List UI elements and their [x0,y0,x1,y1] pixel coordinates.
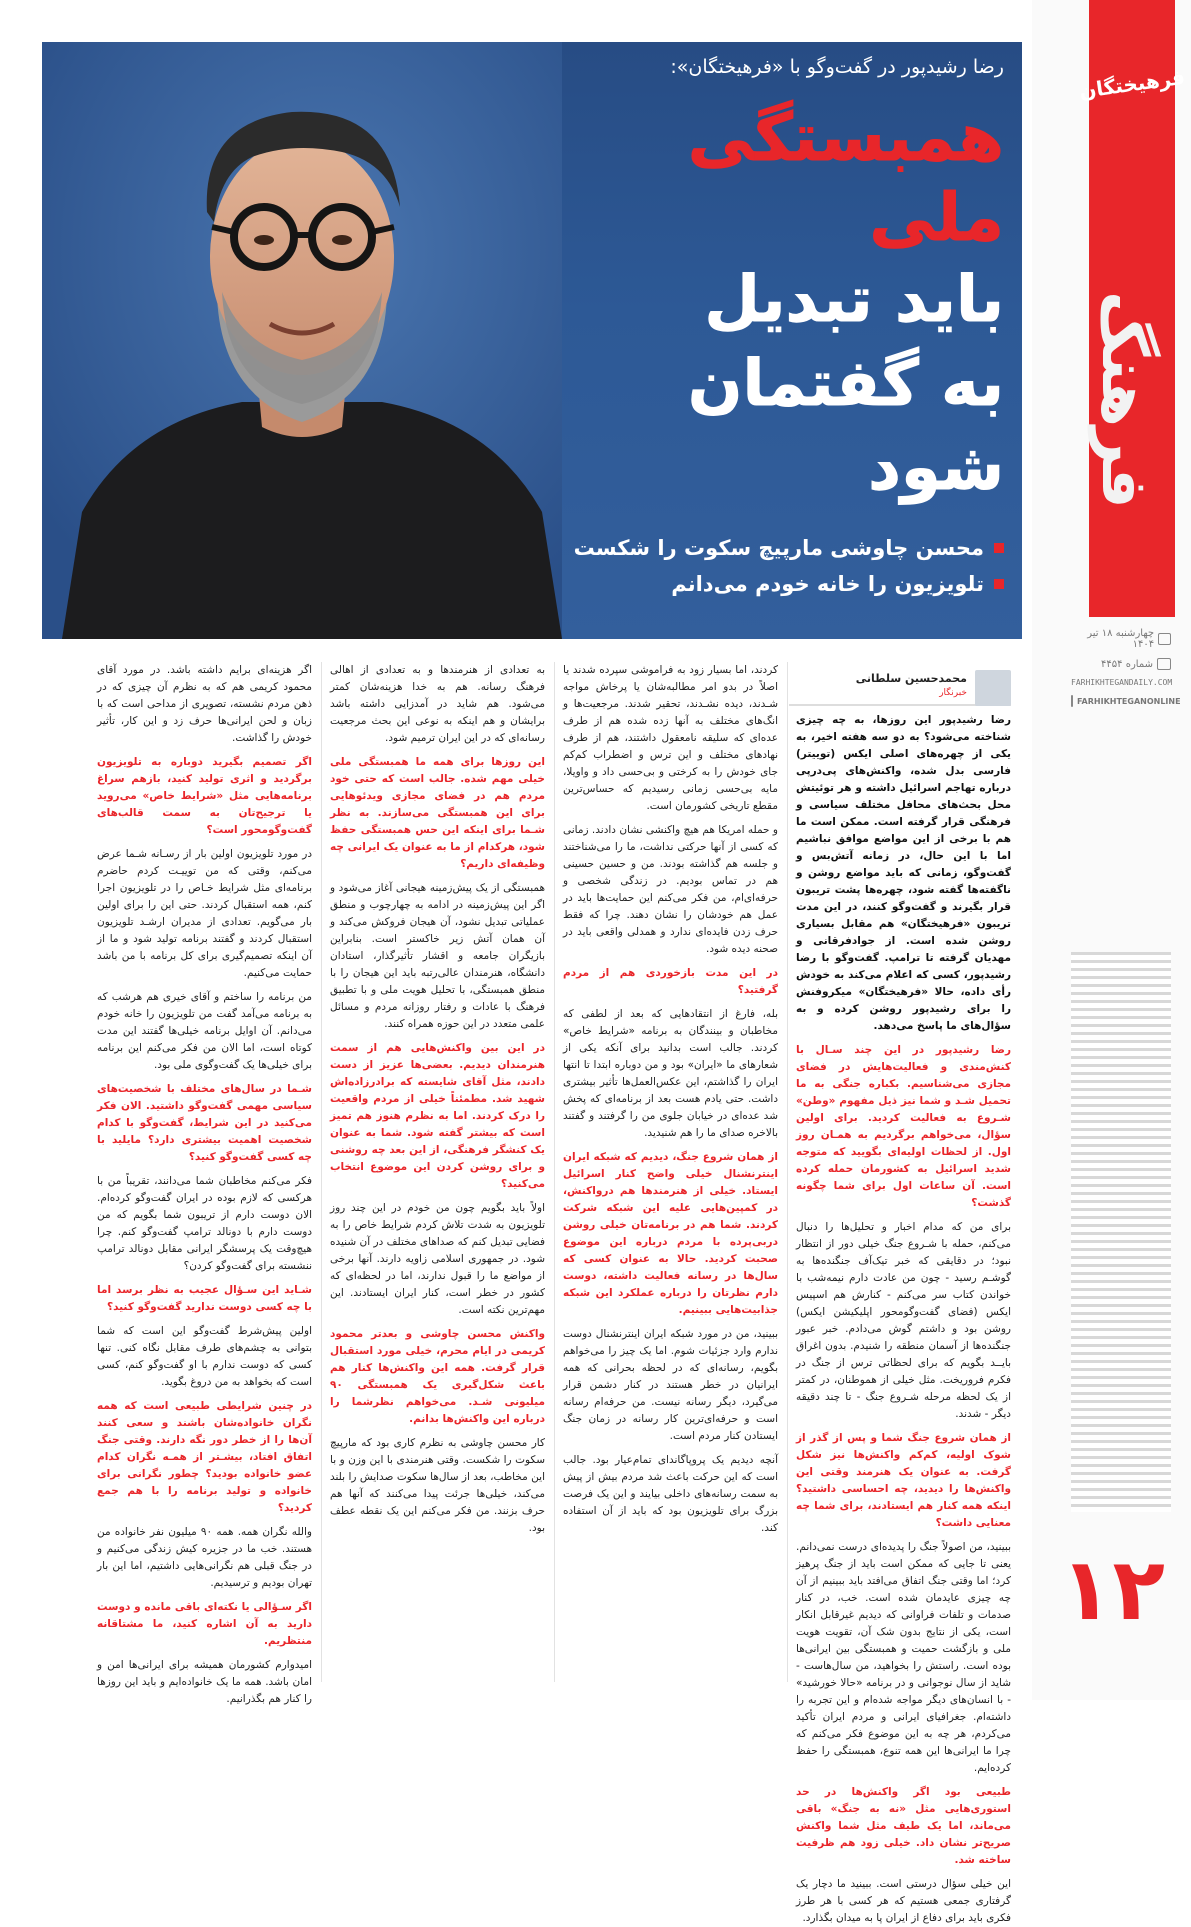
interview-question: اگر تصمیم بگیرید دوباره به تلویزیون برگردید و اثری تولید کنید، بازهم سراغ برنامه‌هایی مثل «شرایط خاص» می‌روید یا ترجیح‌تان به سمت قالب‌های گفت‌وگو‌محور است؟ [97,756,312,836]
bullet-square-icon [994,543,1004,553]
article-paragraph: به تعدادی از هنرمندها و به تعدادی از اهالی فرهنگ رسانه. هم به خدا هزینه‌شان کمتر می‌شود. هم شاید در آمدزایی داشته باشد برایشان و هم اینکه به نوعی این بحث مرجعیت رسانه‌ای که در این ایران ترمیم شود. [330,664,545,744]
article-paragraph: اولاً باید بگویم چون من خودم در این چند روز تلویزیون به شدت تلاش کردم شرایط خاص را به فضایی تبدیل کنم که صداهای مختلف در آن شنیده شود. در جمهوری اسلامی زاویه دارند. آنها برخی از مواضع ما را قبول ندارند، اما در لحظه‌ای که کشور در خطر است، کنار ایران ایستادند. این مهم‌ترین نکته است. [330,1202,545,1316]
highlight-bullets [544,536,1004,596]
interview-question: این روزها برای همه ما همبستگی ملی خیلی مهم شده. جالب است که حتی خود مردم هم در فضای مجازی ویدئوهایی برای این همبستگی می‌سازند. به نظر شـما برای اینکه این حس همبستگی حفظ شود، هرکدام از ما به عنوان یک ایرانی چه وظیفه‌ای داریم؟ [330,756,545,870]
issue-number: شماره ۴۴۵۴ [1101,658,1153,670]
article-paragraph: ببینید، من در مورد شبکه ایران اینترنشنال دوست ندارم وارد جزئیات شوم. اما یک چیز را می‌خواهم بگویم، رسانه‌ای که در لحظه بحرانی که همه ایرانیان در خطر هستند در کنار دشمن قرار می‌گیرد، دیگر رسانه نیست. من حرفه‌ام رسانه است و حرفه‌ای‌ترین کار رسانه در زمان جنگ ایستادن کنار مردم است. [563,1328,778,1442]
author-role: خبرنگار [939,688,967,698]
article-paragraph: من برنامه را ساختم و آقای خیری هم هرشب که به برنامه می‌آمد گفت من تلویزیون را خانه خودم می‌دانم. آن اوایل برنامه خیلی‌ها گفتند این مدت کوتاه است، اما الان من فکر می‌کنم این برنامه برای خیلی‌ها یک گفت‌وگوی ملی بود. [97,991,312,1071]
portrait-illustration [42,42,562,639]
hero-text [544,56,1004,608]
issue-date: چهارشنبه ۱۸ تیر ۱۴۰۴ [1087,628,1155,650]
newspaper-logo: فرهیختگان [1077,64,1187,104]
interview-question: از همان شروع جنگ، دیدیم که شبکه ایران اینترنشنال خیلی واضح کنار اسرائیل ایستاد. خیلی از هنرمندها هم درواکنش، در کمپین‌هایی علیه این شبکه شرکت کردند. شما هم در برنامه‌تان خیلی روشن دربی‌پرده با مردم درباره این موضوع صحبت کردید. حالا به عنوان کسی که سال‌ها در رسانه فعالیت داشته، دوست دارم نظرتان را درباره عملکرد این شبکه جذابیت‌هایی ببینیم. [563,1151,778,1316]
bullet-text: محسن چاوشی مارپیچ سکوت را شکست [573,536,984,560]
highlight-bullet [544,572,1004,596]
author-byline [789,670,1011,706]
column-divider [554,662,555,1682]
article-paragraph: این خیلی سؤال درستی است. ببینید ما دچار یک گرفتاری جمعی هستیم که هر کسی با هر طرز فکری باید برای دفاع از ایران پا به میدان بگذارد. [796,1878,1011,1924]
interview-question: در چنین شرایطی طبیعی است که همه نگران خانواده‌شان باشند و سعی کنند آن‌ها را از خطر دور نگه دارند. وقتی جنگ اتفاق افتاد، بیشـتر از همـه نگران کدام عضو خانواده بودید؟ چطور نگرانی برای خانواده و تولید برنامه را با هم جمع کردید؟ [97,1400,312,1514]
article-paragraph: ببینید، من اصولاً جنگ را پدیده‌ای درست نمی‌دانم. یعنی تا جایی که ممکن است باید از جنگ پرهیز کرد؛ اما وقتی جنگ اتفاق می‌افتد باید ببینیم از آن چه چیزی عایدمان شده است. خب، در کنار صدمات و تلفات فراوانی که دیدیم غیرقابل انکار است، یکی از نتایج بدون شک آن، تقویت هویت ملی و بازگشت حمیت و همبستگی بین ایرانی‌ها بوده است. راستش را بخواهید، من سال‌هاست - شاید از سال نوجوانی و در برنامه «حالا خورشید» - با انسان‌های دیگر مواجه شده‌ام و این تجربه را داشته‌ام. جغرافیای ایرانی و مردم ایران تأکید می‌کردم، هر چه به این موضوع فکر می‌کنم که چرا ما ایرانی‌ها این همه تنوع، همبستگی را حفظ کرده‌ایم. [796,1541,1011,1774]
hero-banner [42,42,1022,639]
headline-line-2: باید تبدیل [704,263,1004,337]
article-paragraph: در مورد تلویزیون اولین بار از رسـانه شـما عرض می‌کنم، وقتی که من توییـت کردم حاضرم برنامه‌ای مثل شرایط خـاص را در تلویزیون اجرا کنم، همه استقبال کردند. حتی این را برای اولین بار می‌گویم. تعدادی از مدیران ارشـد تلویزیون استقبال کردند و گفتند برنامه تولید شود و ما از آن اینکه تصمیم‌گیری برای کل برنامه با من باشد حمایت می‌کنیم. [97,848,312,979]
date-row [1071,628,1171,650]
interview-question: شـما در سال‌های مختلف با شخصیت‌های سیاسی مهمی گفت‌وگو داشتید. الان فکر می‌کنید در این شرایط، گفت‌وگو با کدام شخصیت اهمیت بیشتری دارد؟ مایلید با چه کسی گفت‌وگو کنید؟ [97,1083,312,1163]
newspaper-icon [1157,658,1171,670]
article-paragraph: امیدوارم کشورمان همیشه برای ایرانی‌ها امن و امان باشد. همه ما یک خانواده‌ایم و باید این روزها را کنار هم بگذرانیم. [97,1659,312,1705]
article-lead: رضا رشیدپور این روزها، به چه چیزی شناخته می‌شود؟ به دو سه هفته اخیر، به یکی از چهره‌های اصلی ایکس (توییتر) فارسی بدل شده، واکنش‌های پی‌درپی درباره تهاجم اسرائیل داشته و هر توئیتش محل بحث‌های محافل مختلف سیاسی و فرهنگی قرار گرفته است. ممکن است ما هم با برخی از این مواضع موافق نباشیم اما با این حال، در زمانه آتش‌بس و گفت‌وگو، زمانی که باید مواضع روشن و ناگفته‌ها گفته شود، چهره‌ها پشت تریبون قرار بگیرند و گفت‌وگو کنند، در این مدت تریبون «فرهیختگان» هم مقابل بسیاری روشن شده است. از جوادفرقانی و مهدیان گرفته تا ترامپ. گفت‌وگو با رضا رشیدپور، کسی که اعلام می‌کند به خودش رأی داده، حالا «فرهیختگان» میکروفنش را برای رشیدپور روشن کرده و به سؤال‌های ما پاسخ می‌دهد. [796,714,1011,1032]
headline-line-3: به گفتمان شود [687,347,1004,505]
interview-question: شـاید این سـؤال عجیب به نظر برسد اما با چه کسی دوست ندارید گفت‌وگو کنید؟ [97,1284,312,1313]
article-paragraph: بله، فارغ از انتقادهایی که بعد از لطفی که مخاطبان و بینندگان به برنامه «شرایط خاص» کردند. جالب است بدانید برای آنکه یکی از شعارهای ما «ایران» بود و من دوباره ابتدا تا انتها ایران را گذاشتم، این عکس‌العمل‌ها تأثیر بیشتری داشت. حتی یادم هست بعد از برنامه‌ای که پخش شد عده‌ای در خیابان جلوی من را گرفتند و گفتند بالاخره صدای ما را هم شنیدید. [563,1008,778,1139]
interview-question: در این مدت بازخوردی هم از مردم گرفتید؟ [563,967,778,996]
article-paragraph: برای من که مدام اخبار و تحلیل‌ها را دنبال می‌کنم، حمله با شـروع جنگ خیلی دور از انتظار نبود؛ در دقایقی که خبر تیک‌آف جنگنده‌ها به گوشـم رسید - چون من عادت دارم نیمه‌شب با خواندن کتاب سر می‌کنم - کنارش هم اسپیس ایکس (فضای گفت‌وگومحور اپلیکیشن ایکس) روشن بود و داشتم گوش می‌دادم. خبر عبور جنگنده‌ها از آسمان منطقه را شنیدم. بدون اغراق بایــد بگویم که برای لحظاتی ترس از جنگ در فکرم فروریخت. مثل خیلی از هموطنان، در کمتر از یک لحظه مرحله شـروع جنگ - تا چند دقیقه دیگر - شدند. [796,1221,1011,1420]
headline-red: همبستگی ملی [687,99,1004,256]
article-paragraph: کردند، اما بسیار زود به فراموشی سپرده شدند یا اصلاً در بدو امر مطالبه‌شان یا پرخاش مواجه شـدند، دیده نشـدند، تحقیر شدند. مرجعیت‌ها و انگ‌های مختلف به آنها زده شده هم از طرف عده‌ای که سلیقه نامعقول داشتند، هم از طرف نهادهای مختلف و این ترس و اضطراب کم‌کم جای خودش را به کرختی و بی‌حسی داد و واویلا، مایه بی‌حسی زمانی رسیدیم که حساس‌ترین مقطع تاریخی کشورمان است. [563,664,778,812]
author-avatar [975,670,1011,706]
author-name: محمدحسین سلطانی [855,672,967,685]
article-paragraph: فکر می‌کنم مخاطبان شما می‌دانند، تقریباً من با هرکسی که لازم بوده در ایران گفت‌وگو کرده‌ام. الان دوست دارم از تریبون شما بگویم که من دوست دارم با دونالد ترامپ گفت‌وگو کنم. چرا هیچ‌وقت یک پرسشگر ایرانی مقابل دونالد ترامپ ننشسته برای گفت‌وگو کردن؟ [97,1175,312,1272]
article-paragraph: اولین پیش‌شرط گفت‌وگو این است که شما بتوانی به چشم‌های طرف مقابل نگاه کنی. تنها کسی که دوست ندارم با او گفت‌وگو کنم، کسی است که بخواهد به من دروغ بگوید. [97,1325,312,1388]
interview-question: از همان شروع جنگ شما و پس از گذر از شوک اولیه، کم‌کم واکنش‌ها نیز شکل گرفت. به عنوان یک هنرمند وقتی این واکنش‌ها را دیدید، چه احساسی داشتید؟ اینکه همه کنار هم ایستادند، برای شما چه معنایی داشت؟ [796,1432,1011,1529]
article-paragraph: و حمله امریکا هم هیچ واکنشی نشان دادند. زمانی که کسی از آنها حرکتی نداشت، ما را می‌شناختند و جلسه هم گذاشته بودند. من و حسین حسینی هم در تماس بودیم. در زندگی شخصی و حرفه‌ای‌ام، من فکر می‌کنم این حمایت‌ها باید در عمل هم خودشان را نشان دهند. چرا که فقط حرف زدن فایده‌ای ندارد و همدلی واقعی باید در صحنه دیده شود. [563,824,778,955]
interview-question: طبیعی بود اگر واکنش‌ها در حد استوری‌هایی مثل «نه به جنگ» باقی می‌ماند، اما یک طیف مثل شما واکنش صریح‌تر نشان داد. خیلی زود هم ظرفیت ساخته شد. [796,1786,1011,1866]
social-handle-text: FARHIKHTEGANONLINE [1077,696,1181,706]
issue-row [1071,658,1171,670]
page-number: ۱۲ [1060,1540,1165,1640]
bullet-square-icon [994,579,1004,589]
bullet-text: تلویزیون را خانه خودم می‌دانم [671,572,984,596]
article-column-3 [330,662,545,1688]
section-title: فرهنگ [1087,291,1161,509]
interview-question: اگر سـؤالی یا نکته‌ای باقی مانده و دوست دارید به آن اشاره کنید، ما مشتاقانه منتظریم. [97,1601,312,1647]
social-handle[interactable] [1071,695,1181,707]
article-paragraph: کار محسن چاوشی به نظرم کاری بود که مارپیچ سکوت را شکست. وقتی هنرمندی با این وزن و با این مخاطب، بعد از سال‌ها سکوت صدایش را بلند می‌کند، خیلی‌ها جرئت پیدا می‌کنند که آنها هم حرف بزنند. من فکر می‌کنم این یک نقطه عطف بود. [330,1437,545,1534]
article-paragraph: همبستگی از یک پیش‌زمینه هیجانی آغاز می‌شود و اگر این پیش‌زمینه در ادامه به چهارچوب و منطق عملیاتی تبدیل نشود، آن هیجان فروکش می‌کند و آن همان آتش زیر خاکستر است. بنابراین بازیگران جامعه و اقشار تأثیرگذار، استادان دانشگاه، هنرمندان عالی‌رتبه باید این هیجان را با منطق همبستگی، با تحلیل هویت ملی و با تطبیق فرهنگ با عادات و رفتار روزانه مردم و مسائل علمی متعدد در این حوزه همراه کنند. [330,882,545,1030]
article-paragraph: آنچه دیدیم یک پروپاگاندای تمام‌عیار بود. جالب است که این حرکت باعث شد مردم بیش از پیش به سمت رسانه‌های داخلی بیایند و این یک فرصت بزرگ برای تلویزیون بود که باید از آن استفاده کند. [563,1454,778,1534]
column-divider [787,662,788,1682]
interview-question: در این بین واکنش‌هایی هم از سمت هنرمندان دیدیم. بعضی‌ها عزیز از دست دادند، مثل آقای شایسته که برادرزاده‌اش شهید شد. مطمئناً خیلی از مردم واقعیت را درک کردند. اما به نظرم هنوز هم تمیز است که بیشتر گفته شود. شما به عنوان یک کنشگر فرهنگی، از این بعد چه روشنی و برای روشن کردن این موضوع انتخاب می‌کنید؟ [330,1042,545,1190]
decorative-stripes [1071,952,1171,1512]
instagram-icon [1071,695,1073,707]
article-paragraph: اگر هزینه‌ای برایم داشته باشد. در مورد آقای محمود کریمی هم که به نظرم آن چیزی که در ذهن مردم نشسته، تصویری از مداحی است که با زبان و لحن ایرانی‌ها حرف زد و این کار، تأثیر خودش را گذاشت. [97,664,312,744]
website-link[interactable]: FARHIKHTEGANDAILY.COM [1071,678,1173,687]
interview-question: واکنش محسن چاوشی و بعدتر محمود کریمی در ایام محرم، خیلی مورد استقبال قرار گرفت. همه این واکنش‌ها کنار هم باعث شکل‌گیری یک همبستگی ۹۰ میلیونی شـد. می‌خواهم نظرشما را درباره این واکنش‌ها بدانم. [330,1328,545,1425]
sidebar [1032,0,1191,1700]
article-paragraph: والله نگران همه. همه ۹۰ میلیون نفر خانواده من هستند. خب ما در جزیره کیش زندگی می‌کنیم و در جنگ قبلی هم نگرانی‌هایی داشتیم، اما این بار تهران بودیم و ترسیدیم. [97,1526,312,1589]
article-column-1 [796,712,1011,1924]
kicker: رضا رشیدپور در گفت‌وگو با «فرهیختگان»: [670,56,1004,78]
article-column-2 [563,662,778,1688]
issue-meta [1071,628,1181,707]
column-divider [321,662,322,1682]
highlight-bullet [544,536,1004,560]
interview-question: رضا رشیدپور در این چند سـال با کنش‌مندی و فعالیت‌هایش در فضای مجازی می‌شناسیم. بکباره جنگی به ما تحمیل شـد و شما نیز ذیل مفهوم «وطن» شـروع به فعالیت کردید. برای اولین سؤال، می‌خواهم برگردیم به همـان روز اول. از لحظات اولیه‌ای بگویید که متوجه شدید اسرائیل به کشورمان حمله کرده است. آن ساعات اول برای شما چگونه گذشت؟ [796,1044,1011,1209]
calendar-icon [1158,633,1171,645]
article-column-4 [97,662,312,1705]
